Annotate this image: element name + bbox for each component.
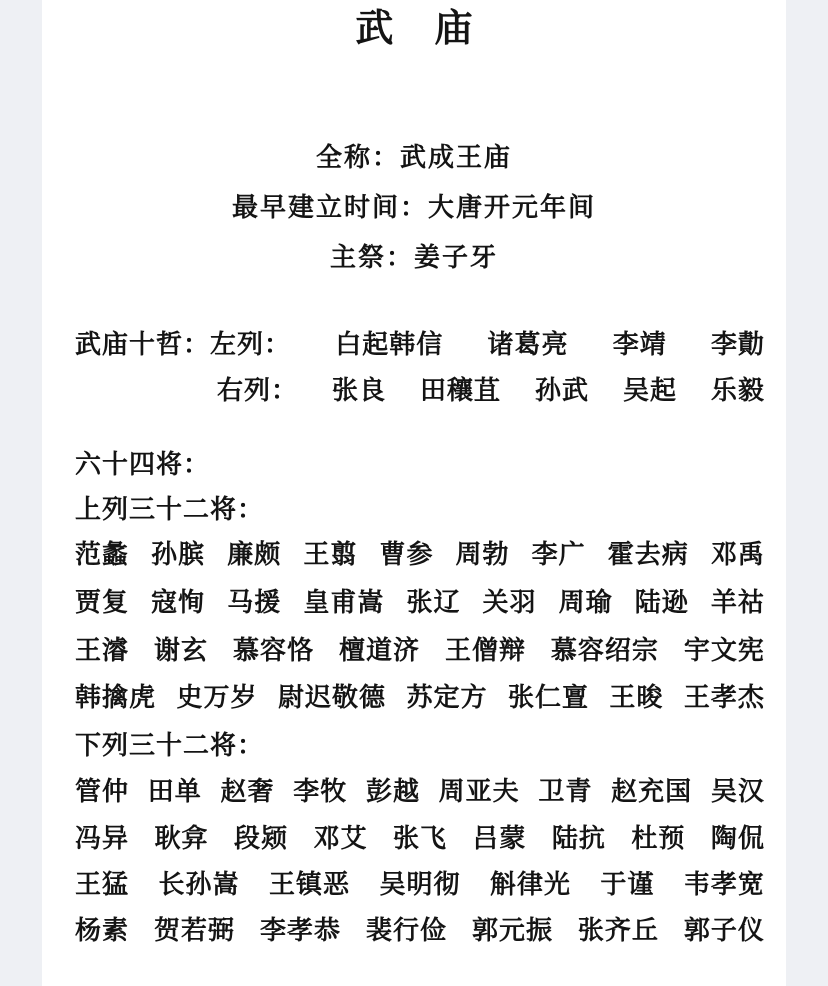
general-name: 曹参 — [379, 540, 434, 570]
general-name: 马援 — [227, 588, 282, 618]
general-name: 王孝杰 — [683, 683, 765, 713]
general-name: 周勃 — [455, 540, 510, 570]
general-name: 周瑜 — [558, 588, 613, 618]
shizhe-name: 乐毅 — [710, 376, 765, 406]
general-name: 贾复 — [75, 588, 130, 618]
general-name: 王猛 — [75, 870, 130, 900]
general-name: 冯异 — [75, 824, 130, 854]
general-name: 陆抗 — [551, 824, 606, 854]
shizhe-right-row — [217, 374, 765, 408]
general-name: 尉迟敬德 — [277, 683, 386, 713]
shizhe-name: 孙武 — [534, 376, 589, 406]
shizhe-name: 张良 — [331, 376, 386, 406]
general-name: 赵充国 — [611, 777, 693, 807]
general-name: 廉颇 — [227, 540, 282, 570]
general-name: 王濬 — [75, 636, 130, 666]
general-name: 张飞 — [392, 824, 447, 854]
general-name: 邓艾 — [313, 824, 368, 854]
general-name: 谢玄 — [153, 636, 208, 666]
general-name: 史万岁 — [176, 683, 258, 713]
general-name: 邓禹 — [710, 540, 765, 570]
general-name: 张辽 — [406, 588, 461, 618]
general-name: 贺若弼 — [153, 916, 235, 946]
general-name: 苏定方 — [406, 683, 488, 713]
shizhe-left-label: 武庙十哲：左列： — [75, 330, 292, 360]
general-name: 耿弇 — [154, 824, 209, 854]
general-name: 李广 — [531, 540, 586, 570]
general-name: 张仁亶 — [507, 683, 589, 713]
shizhe-right-label: 右列： — [217, 376, 299, 406]
general-name: 寇恂 — [151, 588, 206, 618]
general-name: 李孝恭 — [259, 916, 341, 946]
general-row — [75, 681, 765, 715]
general-name: 斛律光 — [489, 870, 571, 900]
general-row — [75, 914, 765, 948]
general-name: 段颎 — [233, 824, 288, 854]
general-name: 陶侃 — [710, 824, 765, 854]
general-row — [75, 822, 765, 856]
general-name: 郭子仪 — [683, 916, 765, 946]
main-worship-line: 主祭：姜子牙 — [329, 243, 498, 273]
shizhe-left-row — [75, 328, 765, 362]
upper-generals-heading: 上列三十二将： — [75, 495, 265, 525]
general-name: 彭越 — [365, 777, 420, 807]
general-name: 吕蒙 — [472, 824, 527, 854]
general-row — [75, 538, 765, 572]
general-name: 檀道济 — [338, 636, 420, 666]
document-page — [42, 0, 786, 986]
general-name: 李牧 — [293, 777, 348, 807]
general-row — [75, 634, 765, 668]
generals-heading: 六十四将： — [75, 450, 211, 480]
general-name: 霍去病 — [607, 540, 689, 570]
general-name: 长孙嵩 — [158, 870, 240, 900]
general-name: 杨素 — [75, 916, 130, 946]
general-name: 孙膑 — [151, 540, 206, 570]
general-name: 裴行俭 — [365, 916, 447, 946]
general-name: 于谨 — [600, 870, 655, 900]
general-name: 韦孝宽 — [683, 870, 765, 900]
general-name: 张齐丘 — [577, 916, 659, 946]
general-row — [75, 586, 765, 620]
general-name: 皇甫嵩 — [303, 588, 385, 618]
general-name: 陆逊 — [634, 588, 689, 618]
lower-generals-heading: 下列三十二将： — [75, 731, 265, 761]
general-name: 吴汉 — [710, 777, 765, 807]
general-row — [75, 775, 765, 809]
shizhe-name: 白起韩信 — [335, 330, 444, 360]
general-name: 韩擒虎 — [75, 683, 157, 713]
general-name: 关羽 — [482, 588, 537, 618]
general-name: 赵奢 — [220, 777, 275, 807]
page-title: 武 庙 — [355, 5, 487, 50]
shizhe-name: 田穰苴 — [419, 376, 501, 406]
general-name: 杜预 — [631, 824, 686, 854]
general-name: 羊祜 — [710, 588, 765, 618]
general-name: 王镇恶 — [268, 870, 350, 900]
earliest-built-line: 最早建立时间：大唐开元年间 — [231, 193, 596, 223]
general-name: 周亚夫 — [438, 777, 520, 807]
general-name: 管仲 — [75, 777, 130, 807]
general-name: 郭元振 — [471, 916, 553, 946]
shizhe-name: 李靖 — [612, 330, 667, 360]
general-name: 慕容恪 — [232, 636, 314, 666]
general-name: 卫青 — [538, 777, 593, 807]
general-name: 范蠡 — [75, 540, 130, 570]
general-name: 吴明彻 — [379, 870, 461, 900]
general-name: 宇文宪 — [683, 636, 765, 666]
shizhe-name: 诸葛亮 — [487, 330, 569, 360]
general-name: 王翦 — [303, 540, 358, 570]
general-name: 田单 — [147, 777, 202, 807]
shizhe-name: 李勣 — [710, 330, 765, 360]
general-name: 王晙 — [609, 683, 664, 713]
general-name: 慕容绍宗 — [550, 636, 659, 666]
full-name-line: 全称：武成王庙 — [315, 143, 512, 173]
general-row — [75, 868, 765, 902]
general-name: 王僧辩 — [444, 636, 526, 666]
shizhe-name: 吴起 — [622, 376, 677, 406]
